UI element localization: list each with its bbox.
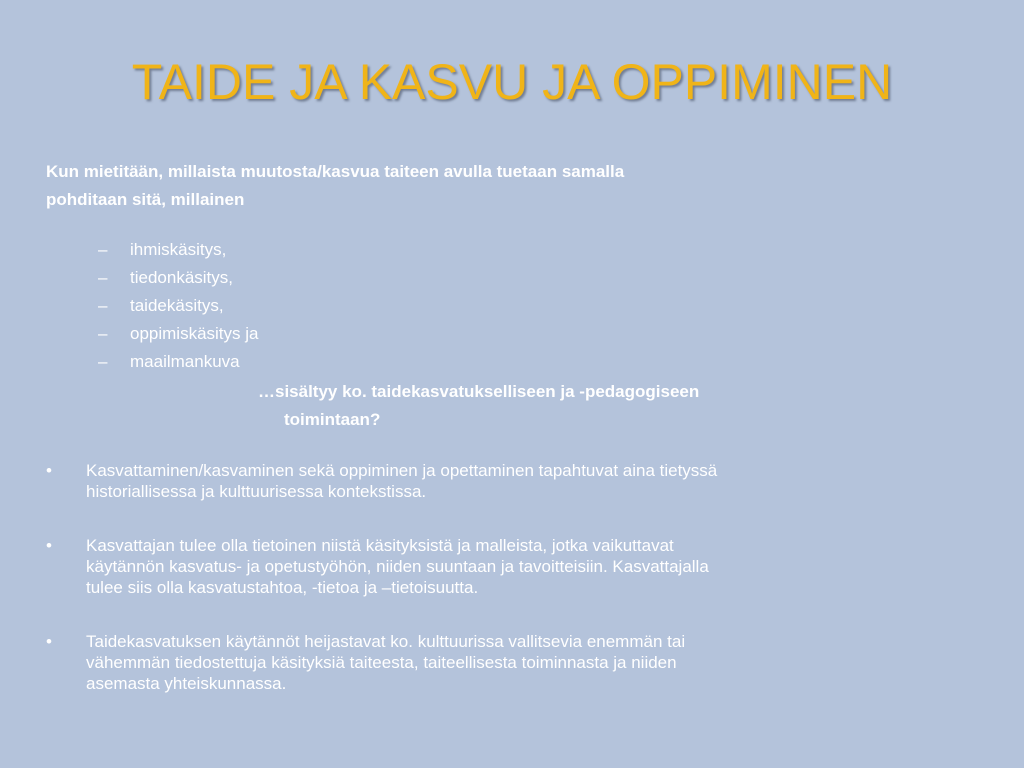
dash-marker: – [98, 324, 108, 343]
bullet-list [46, 460, 946, 727]
bullet-marker: • [46, 632, 52, 651]
bullet-line: Kasvattajan tulee olla tietoinen niistä käsityksistä ja malleista, jotka vaikuttavat [86, 536, 674, 555]
question-line: …sisältyy ko. taidekasvatukselliseen ja -pedagogiseen [258, 382, 700, 401]
intro-line: Kun mietitään, millaista muutosta/kasvua taiteen avulla tuetaan samalla [46, 162, 625, 181]
bullet-marker: • [46, 536, 52, 555]
concept-label: oppimiskäsitys ja [130, 324, 259, 343]
dash-marker: – [98, 240, 108, 259]
bullet-item [46, 535, 946, 598]
concept-label: ihmiskäsitys, [130, 240, 227, 259]
bullet-line: historiallisessa ja kulttuurisessa kontekstissa. [86, 482, 427, 501]
dash-marker: – [98, 296, 108, 315]
bullet-line: vähemmän tiedostettuja käsityksiä taiteesta, taiteellisesta toiminnasta ja niiden [86, 653, 677, 672]
intro-line: pohditaan sitä, millainen [46, 190, 245, 209]
dash-marker: – [98, 268, 108, 287]
bullet-line: asemasta yhteiskunnassa. [86, 674, 287, 693]
dash-marker: – [98, 352, 108, 371]
concept-item [98, 236, 259, 264]
bullet-line: Kasvattaminen/kasvaminen sekä oppiminen ja opettaminen tapahtuvat aina tietyssä [86, 461, 718, 480]
concept-item [98, 348, 259, 376]
concept-item [98, 320, 259, 348]
concept-list [98, 236, 259, 376]
intro-text [46, 158, 946, 214]
bullet-line: Taidekasvatuksen käytännöt heijastavat ko. kulttuurissa vallitsevia enemmän tai [86, 632, 686, 651]
question-line: toimintaan? [284, 410, 381, 429]
bullet-item [46, 631, 946, 694]
concept-label: taidekäsitys, [130, 296, 224, 315]
concept-item [98, 292, 259, 320]
bullet-item [46, 460, 946, 502]
concept-label: tiedonkäsitys, [130, 268, 233, 287]
concept-item [98, 264, 259, 292]
concept-label: maailmankuva [130, 352, 240, 371]
question-text [258, 378, 898, 434]
slide-title: TAIDE JA KASVU JA OPPIMINEN [131, 54, 893, 110]
bullet-line: tulee siis olla kasvatustahtoa, -tietoa ja –tietoisuutta. [86, 578, 479, 597]
bullet-line: käytännön kasvatus- ja opetustyöhön, niiden suuntaan ja tavoitteisiin. Kasvattajalla [86, 557, 709, 576]
bullet-marker: • [46, 461, 52, 480]
